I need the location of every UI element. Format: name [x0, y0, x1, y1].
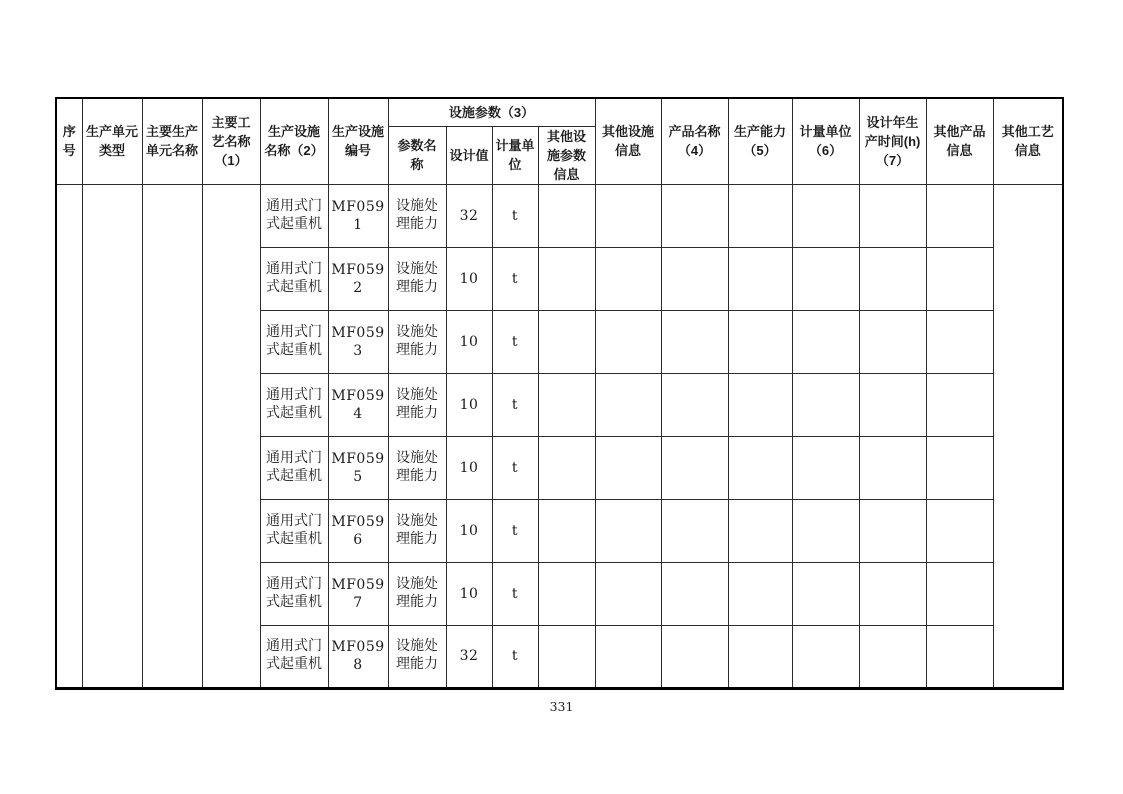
cell-facility-name: 通用式门式起重机 — [260, 499, 328, 562]
cell-product-name — [661, 562, 728, 625]
cell-param-unit: t — [492, 373, 538, 436]
col-header-capacity-unit: 计量单位（6） — [792, 98, 859, 184]
cell-capacity-unit — [792, 373, 859, 436]
cell-param-unit: t — [492, 184, 538, 247]
cell-capacity-unit — [792, 499, 859, 562]
cell-product-name — [661, 499, 728, 562]
cell-other-product-info — [926, 499, 993, 562]
cell-unit-name-merged — [142, 184, 202, 688]
cell-facility-name: 通用式门式起重机 — [260, 562, 328, 625]
col-header-serial-no: 序号 — [56, 98, 82, 184]
col-header-design-annual-hours: 设计年生产时间(h)（7） — [859, 98, 926, 184]
cell-other-facility-info — [595, 436, 661, 499]
cell-facility-name: 通用式门式起重机 — [260, 436, 328, 499]
cell-product-name — [661, 436, 728, 499]
cell-other-param-info — [538, 436, 595, 499]
cell-design-value: 10 — [446, 436, 492, 499]
cell-param-unit: t — [492, 247, 538, 310]
cell-design-annual-hours — [859, 436, 926, 499]
cell-param-name: 设施处理能力 — [388, 499, 446, 562]
col-group-facility-params: 设施参数（3） — [388, 98, 595, 126]
cell-design-annual-hours — [859, 184, 926, 247]
cell-process-name-merged — [202, 184, 260, 688]
col-header-other-product-info: 其他产品信息 — [926, 98, 993, 184]
cell-serial-no-merged — [56, 184, 82, 688]
cell-capacity-unit — [792, 562, 859, 625]
cell-other-product-info — [926, 625, 993, 688]
col-header-param-name: 参数名称 — [388, 126, 446, 184]
col-header-other-param-info: 其他设施参数信息 — [538, 126, 595, 184]
cell-facility-no: MF0594 — [328, 373, 388, 436]
cell-capacity-unit — [792, 184, 859, 247]
cell-other-param-info — [538, 184, 595, 247]
cell-param-name: 设施处理能力 — [388, 373, 446, 436]
col-header-param-unit: 计量单位 — [492, 126, 538, 184]
cell-facility-name: 通用式门式起重机 — [260, 310, 328, 373]
cell-other-product-info — [926, 184, 993, 247]
cell-other-product-info — [926, 247, 993, 310]
cell-facility-name: 通用式门式起重机 — [260, 247, 328, 310]
cell-capacity — [728, 373, 792, 436]
cell-design-value: 10 — [446, 247, 492, 310]
cell-capacity-unit — [792, 310, 859, 373]
cell-unit-type-merged — [82, 184, 142, 688]
cell-param-name: 设施处理能力 — [388, 436, 446, 499]
cell-design-annual-hours — [859, 373, 926, 436]
cell-design-annual-hours — [859, 562, 926, 625]
col-header-facility-name: 生产设施名称（2） — [260, 98, 328, 184]
cell-facility-name: 通用式门式起重机 — [260, 373, 328, 436]
col-header-capacity: 生产能力（5） — [728, 98, 792, 184]
cell-other-param-info — [538, 373, 595, 436]
cell-other-param-info — [538, 562, 595, 625]
cell-param-name: 设施处理能力 — [388, 625, 446, 688]
cell-other-facility-info — [595, 625, 661, 688]
cell-param-name: 设施处理能力 — [388, 310, 446, 373]
cell-other-product-info — [926, 562, 993, 625]
cell-capacity-unit — [792, 625, 859, 688]
cell-capacity — [728, 562, 792, 625]
col-header-process-name: 主要工艺名称（1） — [202, 98, 260, 184]
cell-other-facility-info — [595, 373, 661, 436]
cell-param-unit: t — [492, 310, 538, 373]
cell-param-unit: t — [492, 436, 538, 499]
cell-other-product-info — [926, 310, 993, 373]
page-number: 331 — [549, 699, 574, 714]
cell-param-unit: t — [492, 499, 538, 562]
cell-capacity — [728, 247, 792, 310]
cell-product-name — [661, 184, 728, 247]
cell-param-name: 设施处理能力 — [388, 562, 446, 625]
cell-other-product-info — [926, 373, 993, 436]
cell-other-product-info — [926, 436, 993, 499]
cell-param-name: 设施处理能力 — [388, 247, 446, 310]
cell-facility-no: MF0597 — [328, 562, 388, 625]
cell-product-name — [661, 373, 728, 436]
cell-product-name — [661, 247, 728, 310]
cell-capacity — [728, 625, 792, 688]
cell-design-annual-hours — [859, 247, 926, 310]
cell-other-param-info — [538, 625, 595, 688]
cell-other-facility-info — [595, 247, 661, 310]
col-header-unit-type: 生产单元类型 — [82, 98, 142, 184]
cell-design-value: 32 — [446, 625, 492, 688]
cell-other-facility-info — [595, 499, 661, 562]
cell-facility-name: 通用式门式起重机 — [260, 184, 328, 247]
col-header-unit-name: 主要生产单元名称 — [142, 98, 202, 184]
cell-design-value: 10 — [446, 562, 492, 625]
col-header-facility-no: 生产设施编号 — [328, 98, 388, 184]
col-header-other-facility-info: 其他设施信息 — [595, 98, 661, 184]
cell-param-unit: t — [492, 625, 538, 688]
col-header-product-name: 产品名称（4） — [661, 98, 728, 184]
cell-design-annual-hours — [859, 499, 926, 562]
cell-product-name — [661, 625, 728, 688]
cell-capacity — [728, 499, 792, 562]
table-row — [56, 184, 1063, 247]
cell-facility-no: MF0593 — [328, 310, 388, 373]
cell-facility-no: MF0591 — [328, 184, 388, 247]
cell-other-param-info — [538, 499, 595, 562]
cell-design-annual-hours — [859, 625, 926, 688]
cell-design-value: 32 — [446, 184, 492, 247]
cell-other-facility-info — [595, 184, 661, 247]
cell-facility-no: MF0592 — [328, 247, 388, 310]
cell-capacity-unit — [792, 436, 859, 499]
cell-design-value: 10 — [446, 310, 492, 373]
cell-facility-no: MF0598 — [328, 625, 388, 688]
cell-param-unit: t — [492, 562, 538, 625]
cell-capacity-unit — [792, 247, 859, 310]
cell-design-annual-hours — [859, 310, 926, 373]
cell-other-param-info — [538, 247, 595, 310]
cell-design-value: 10 — [446, 373, 492, 436]
facility-parameters-table — [55, 97, 1064, 690]
cell-other-param-info — [538, 310, 595, 373]
cell-capacity — [728, 436, 792, 499]
cell-facility-no: MF0595 — [328, 436, 388, 499]
cell-other-facility-info — [595, 310, 661, 373]
col-header-other-process-info: 其他工艺信息 — [993, 98, 1063, 184]
cell-facility-no: MF0596 — [328, 499, 388, 562]
cell-other-process-info-merged — [993, 184, 1063, 688]
cell-design-value: 10 — [446, 499, 492, 562]
cell-capacity — [728, 310, 792, 373]
cell-capacity — [728, 184, 792, 247]
cell-facility-name: 通用式门式起重机 — [260, 625, 328, 688]
cell-product-name — [661, 310, 728, 373]
col-header-design-value: 设计值 — [446, 126, 492, 184]
cell-param-name: 设施处理能力 — [388, 184, 446, 247]
cell-other-facility-info — [595, 562, 661, 625]
